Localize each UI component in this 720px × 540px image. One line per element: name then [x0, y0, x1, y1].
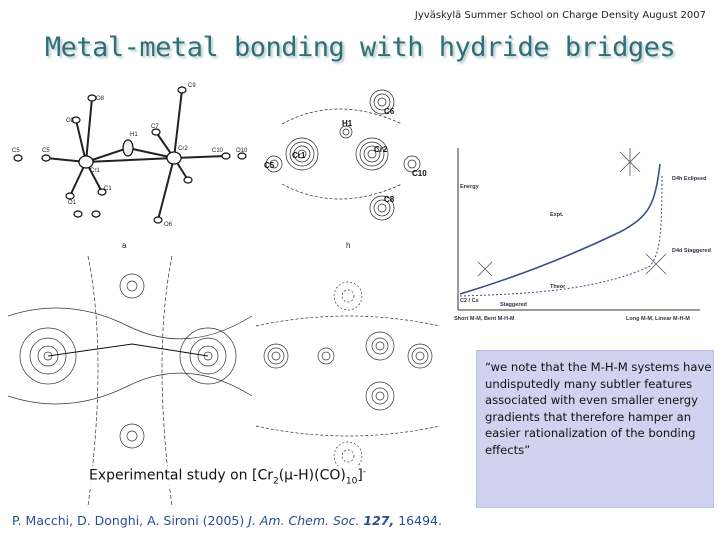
curve-label: D4d Staggered	[672, 248, 711, 254]
contour-label: Cr1	[292, 151, 306, 160]
atom-label: C7	[151, 124, 159, 130]
x-right-label: Long M-M, Linear M-H-M	[626, 316, 690, 322]
quote-box	[476, 350, 714, 508]
contour-label: C8	[384, 195, 395, 204]
deformation-density-contour-top	[262, 84, 438, 252]
contour-label: C5	[264, 161, 275, 170]
ortep-drawing	[6, 80, 254, 252]
contour-label: Cr2	[374, 145, 388, 154]
ortep-structure-figure	[6, 80, 254, 252]
atom-label: O10	[236, 148, 248, 154]
atom-label: O6	[164, 222, 173, 228]
curve-label: Staggered	[500, 302, 527, 308]
contour-label: C6	[384, 107, 395, 116]
atom-label: O8	[96, 96, 105, 102]
panel-label: a	[122, 241, 127, 250]
atom-label: H1	[130, 132, 138, 138]
figure-caption: Experimental study on $[Cr_2(\mu-H)(CO)_{10}]^-$	[86, 466, 369, 487]
curve-label: D4h Eclipsed	[672, 176, 707, 182]
atom-label: O1	[68, 200, 77, 206]
header-note: Jyväskylä Summer School on Charge Density August 2007	[414, 10, 706, 21]
curve-label: Expt.	[550, 212, 564, 218]
panel-label: h	[346, 241, 351, 250]
contour-drawing-top	[262, 84, 438, 252]
contour-label: C10	[412, 169, 427, 178]
atom-label: Cr2	[178, 146, 188, 152]
quote-text: “we note that the M-H-M systems have undisputedly many subtler features associated with even smaller energy gradients that therefore hamper an easier rationalization of the bonding effects”	[485, 360, 712, 457]
curve-label: Theor	[550, 284, 566, 290]
x-left-label: Short M-M, Bent M-H-M	[454, 316, 515, 322]
slide-title: Metal-metal bonding with hydride bridges	[44, 32, 676, 63]
energy-axis-label: Energy	[460, 184, 479, 190]
citation: P. Macchi, D. Donghi, A. Sironi (2005) J. Am. Chem. Soc. 127, 16494.	[12, 513, 442, 528]
atom-label: C5	[42, 148, 50, 154]
energy-plot	[450, 144, 712, 326]
atom-label: C5	[12, 148, 20, 154]
atom-label: O3	[66, 118, 75, 124]
contour-label: H1	[342, 119, 353, 128]
curve-label: C2 / Cs	[460, 298, 479, 304]
energy-diagram	[450, 144, 712, 326]
atom-label: C10	[212, 148, 224, 154]
atom-label: Cr1	[90, 168, 100, 174]
atom-label: C1	[104, 186, 112, 192]
atom-label: C9	[188, 83, 196, 89]
